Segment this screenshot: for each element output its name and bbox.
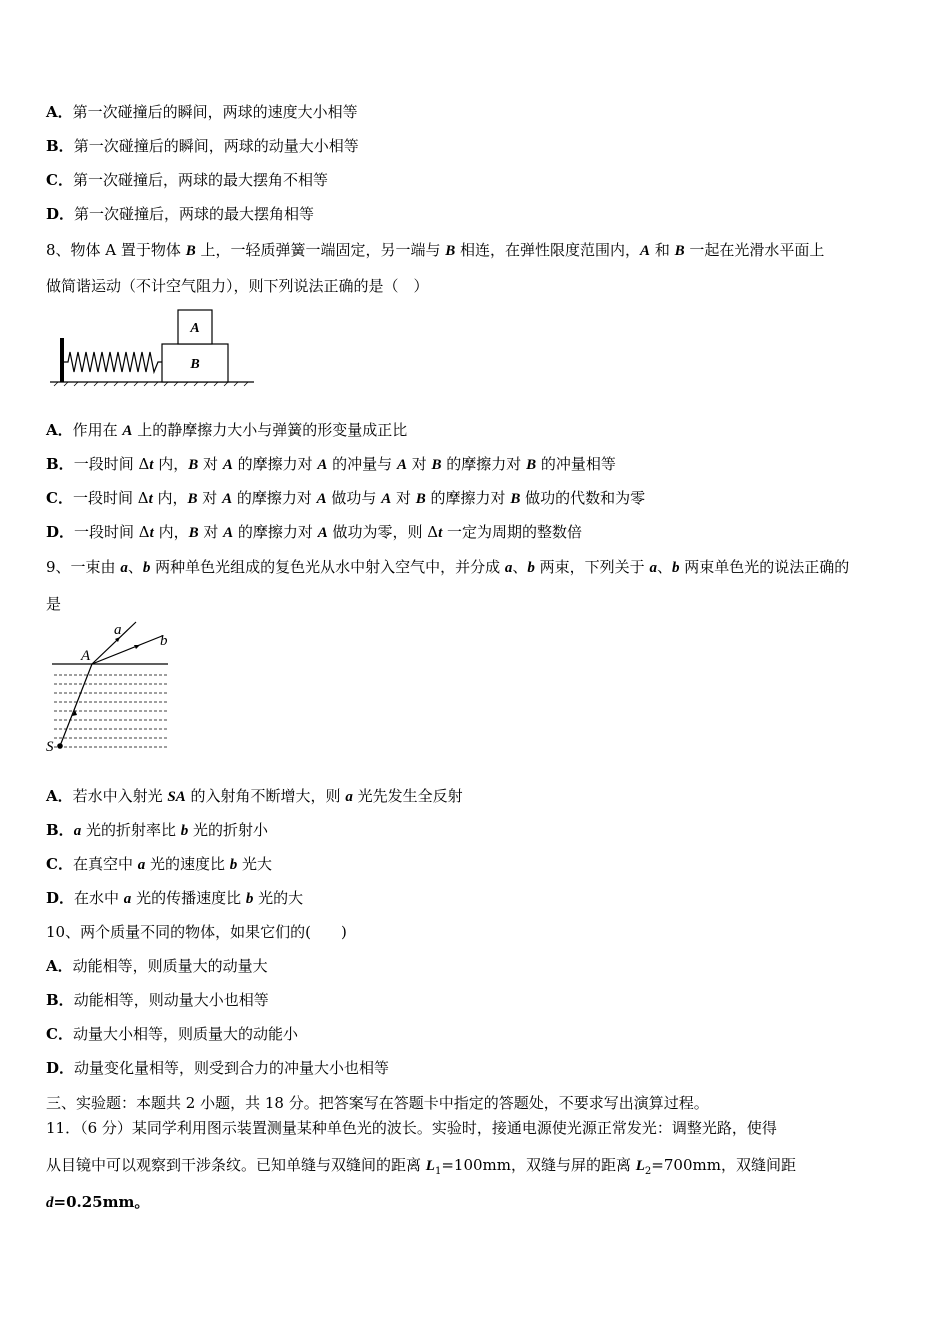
var: A bbox=[396, 457, 407, 473]
water-dashes bbox=[54, 675, 168, 747]
subscript: 1 bbox=[434, 1166, 442, 1177]
option-key: D． bbox=[46, 205, 75, 223]
var: B bbox=[415, 491, 426, 507]
var: b bbox=[245, 891, 254, 907]
text: 一段时间 Δ bbox=[72, 489, 149, 507]
q9-option-b bbox=[46, 820, 268, 841]
text: 的摩擦力对 bbox=[232, 489, 317, 507]
text: 一段时间 Δ bbox=[74, 523, 150, 541]
var: a bbox=[120, 560, 128, 576]
q8-option-c bbox=[46, 488, 645, 509]
option-key: D． bbox=[46, 1059, 75, 1077]
block-a-label: A bbox=[190, 321, 200, 336]
text: 的摩擦力对 bbox=[232, 455, 318, 473]
q7-option-c bbox=[46, 170, 328, 190]
text: 光大 bbox=[237, 855, 273, 873]
option-text: 第一次碰撞后的瞬间，两球的动量大小相等 bbox=[73, 137, 359, 155]
var: B bbox=[187, 491, 198, 507]
text: 在水中 bbox=[74, 889, 124, 907]
text: =0.25mm。 bbox=[53, 1193, 150, 1211]
var: B bbox=[185, 243, 196, 259]
option-key: A． bbox=[46, 421, 73, 439]
var: B bbox=[431, 457, 442, 473]
text: 8、物体 A 置于物体 bbox=[46, 241, 186, 259]
text: 的摩擦力对 bbox=[425, 489, 511, 507]
var: t bbox=[438, 525, 443, 541]
q7-option-a bbox=[46, 102, 358, 122]
option-key: B． bbox=[46, 455, 74, 473]
text: 两束，下列关于 bbox=[534, 558, 650, 576]
text: 的摩擦力对 bbox=[441, 455, 527, 473]
option-key: B． bbox=[46, 137, 74, 155]
text: 内， bbox=[153, 523, 189, 541]
q11-line1: 11．（6 分）某同学利用图示装置测量某种单色光的波长。实验时，接通电源使光源正常发光：调整光路，使得 bbox=[46, 1119, 777, 1137]
option-key: A． bbox=[46, 957, 73, 975]
var: b bbox=[229, 857, 238, 873]
var: L bbox=[635, 1158, 645, 1174]
var: B bbox=[510, 491, 521, 507]
text: 对 bbox=[198, 523, 224, 541]
q9-stem-line2: 是 bbox=[46, 595, 62, 613]
var: b bbox=[180, 823, 189, 839]
option-text: 第一次碰撞后的瞬间，两球的速度大小相等 bbox=[72, 103, 358, 121]
option-text: 第一次碰撞后，两球的最大摆角不相等 bbox=[72, 171, 328, 189]
var: A bbox=[122, 423, 133, 439]
q8-stem-line1 bbox=[46, 240, 824, 261]
section-3-heading: 三、实验题：本题共 2 小题，共 18 分。把答案写在答题卡中指定的答题处，不要求写出演算过程。 bbox=[46, 1094, 709, 1112]
q9-option-d bbox=[46, 888, 303, 909]
q9-option-a bbox=[46, 786, 463, 807]
text: 作用在 bbox=[72, 421, 123, 439]
source-point bbox=[57, 743, 63, 749]
refraction-figure bbox=[44, 618, 174, 756]
q10-stem: 10、两个质量不同的物体，如果它们的( ) bbox=[46, 923, 347, 941]
var: a bbox=[123, 891, 132, 907]
text: 一段时间 Δ bbox=[73, 455, 150, 473]
text: 、 bbox=[656, 558, 672, 576]
q8-option-a bbox=[46, 420, 407, 441]
option-key: D． bbox=[46, 889, 75, 907]
wall bbox=[60, 338, 64, 382]
var: b bbox=[142, 560, 151, 576]
label-point-a: A bbox=[81, 648, 91, 664]
var: A bbox=[223, 525, 234, 541]
text: 对 bbox=[197, 489, 223, 507]
var: B bbox=[674, 243, 685, 259]
text: 内， bbox=[152, 489, 188, 507]
option-key: A． bbox=[46, 787, 73, 805]
q7-option-b bbox=[46, 136, 359, 156]
incident-ray bbox=[60, 664, 92, 746]
text: 内， bbox=[153, 455, 189, 473]
var: A bbox=[317, 457, 328, 473]
text: 、 bbox=[512, 558, 528, 576]
q9-option-c bbox=[46, 854, 272, 875]
text: 对 bbox=[198, 455, 223, 473]
var: a bbox=[504, 560, 513, 576]
q8-option-b bbox=[46, 454, 616, 475]
text: 的摩擦力对 bbox=[233, 523, 318, 541]
var: a bbox=[73, 823, 82, 839]
option-text: 动量大小相等，则质量大的动能小 bbox=[72, 1025, 298, 1043]
text: 的入射角不断增大，则 bbox=[185, 787, 346, 805]
var: t bbox=[149, 457, 154, 473]
var: B bbox=[526, 457, 537, 473]
var: SA bbox=[167, 789, 186, 805]
text: 光的速度比 bbox=[145, 855, 230, 873]
var: b bbox=[671, 560, 680, 576]
label-point-s: S bbox=[46, 739, 54, 755]
q8-stem-line2: 做简谐运动（不计空气阻力），则下列说法正确的是（ ） bbox=[46, 277, 429, 295]
text: 和 bbox=[650, 241, 675, 259]
var: A bbox=[222, 457, 233, 473]
text: 光的折射小 bbox=[188, 821, 269, 839]
var: B bbox=[188, 457, 199, 473]
text: 做功为零，则 Δ bbox=[327, 523, 439, 541]
text: 做功的代数和为零 bbox=[520, 489, 646, 507]
ground-hatch bbox=[54, 382, 248, 386]
q9-stem-line1 bbox=[46, 557, 849, 578]
ray-b bbox=[92, 636, 162, 664]
text: 一起在光滑水平面上 bbox=[684, 241, 825, 259]
var: A bbox=[317, 525, 328, 541]
text: 两束单色光的说法正确的 bbox=[679, 558, 850, 576]
spring-block-figure bbox=[48, 306, 258, 390]
option-key: A． bbox=[46, 103, 73, 121]
option-text: 第一次碰撞后，两球的最大摆角相等 bbox=[74, 205, 315, 223]
var: a bbox=[649, 560, 657, 576]
q11-line2 bbox=[46, 1155, 796, 1182]
block-b-label: B bbox=[190, 357, 200, 372]
var: A bbox=[640, 243, 651, 259]
text: 、 bbox=[127, 558, 143, 576]
var: B bbox=[188, 525, 199, 541]
text: 光的传播速度比 bbox=[131, 889, 246, 907]
var: B bbox=[445, 243, 456, 259]
option-key: C． bbox=[46, 855, 73, 873]
text: 光的折射率比 bbox=[81, 821, 181, 839]
text: 在真空中 bbox=[72, 855, 138, 873]
q10-option-a bbox=[46, 956, 268, 976]
text: 上，一轻质弹簧一端固定，另一端与 bbox=[195, 241, 446, 259]
option-text: 动量变化量相等，则受到合力的冲量大小也相等 bbox=[74, 1059, 390, 1077]
text: 从目镜中可以观察到干涉条纹。已知单缝与双缝间的距离 bbox=[46, 1156, 426, 1174]
q10-option-b bbox=[46, 990, 269, 1010]
option-key: C． bbox=[46, 171, 73, 189]
text: 光的大 bbox=[253, 889, 304, 907]
var: t bbox=[149, 525, 154, 541]
var: t bbox=[148, 491, 153, 507]
spring bbox=[64, 352, 162, 372]
var: a bbox=[137, 857, 146, 873]
option-text: 动能相等，则动量大小也相等 bbox=[73, 991, 269, 1009]
text: 的冲量相等 bbox=[536, 455, 616, 473]
text: =700mm，双缝间距 bbox=[651, 1156, 796, 1174]
text: 两种单色光组成的复色光从水中射入空气中，并分成 bbox=[150, 558, 505, 576]
option-key: C． bbox=[46, 1025, 73, 1043]
text: 做功与 bbox=[326, 489, 382, 507]
text: 一定为周期的整数倍 bbox=[442, 523, 583, 541]
option-key: C． bbox=[46, 489, 73, 507]
text: =100mm，双缝与屏的距离 bbox=[441, 1156, 636, 1174]
q10-option-d bbox=[46, 1058, 389, 1078]
option-key: D． bbox=[46, 523, 75, 541]
var: A bbox=[381, 491, 392, 507]
option-key: B． bbox=[46, 991, 74, 1009]
var: A bbox=[222, 491, 233, 507]
var: b bbox=[527, 560, 535, 576]
q7-option-d bbox=[46, 204, 314, 224]
text: 若水中入射光 bbox=[72, 787, 168, 805]
text: 光先发生全反射 bbox=[352, 787, 463, 805]
q8-option-d bbox=[46, 522, 582, 543]
var: d bbox=[46, 1195, 54, 1211]
text: 对 bbox=[391, 489, 416, 507]
var: L bbox=[425, 1158, 435, 1174]
var: a bbox=[345, 789, 353, 805]
q10-option-c bbox=[46, 1024, 298, 1044]
option-text: 动能相等，则质量大的动量大 bbox=[72, 957, 268, 975]
text: 上的静摩擦力大小与弹簧的形变量成正比 bbox=[132, 421, 408, 439]
label-b: b bbox=[160, 633, 168, 649]
text: 的冲量与 bbox=[327, 455, 397, 473]
text: 对 bbox=[406, 455, 432, 473]
subscript: 2 bbox=[644, 1166, 652, 1177]
q11-line3 bbox=[46, 1192, 149, 1213]
label-a: a bbox=[114, 622, 122, 638]
text: 相连，在弹性限度范围内， bbox=[455, 241, 641, 259]
option-key: B． bbox=[46, 821, 74, 839]
text: 9、一束由 bbox=[46, 558, 121, 576]
var: A bbox=[316, 491, 327, 507]
